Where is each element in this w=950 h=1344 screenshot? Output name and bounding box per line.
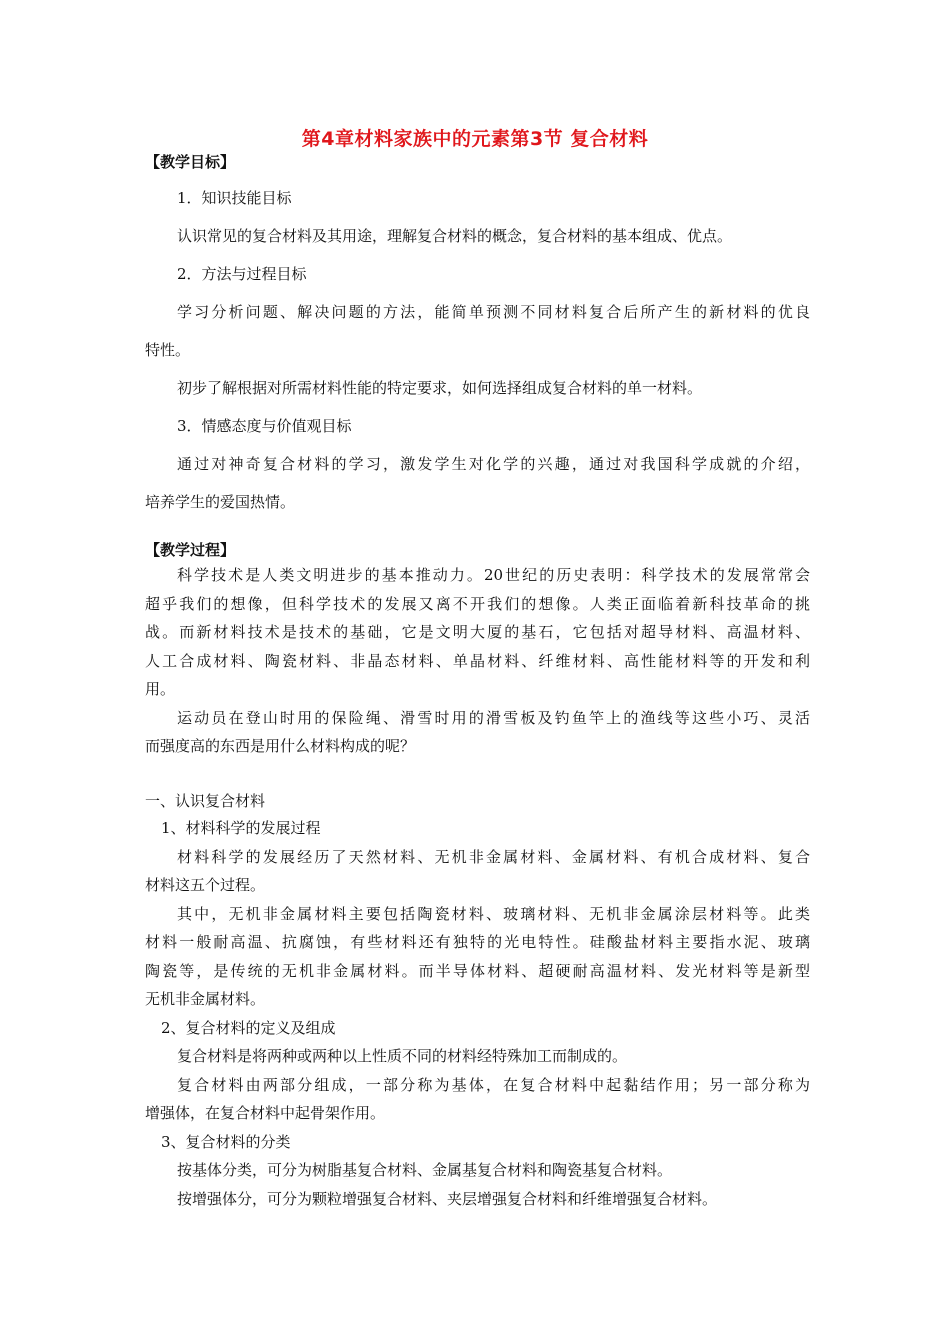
- text-line: 材料一般耐高温、抗腐蚀，有些材料还有独特的光电特性。硅酸盐材料主要指水泥、玻璃: [145, 933, 810, 951]
- text-line: 材料这五个过程。: [145, 876, 266, 894]
- text-line: 用。: [145, 680, 176, 698]
- text-line: 陶瓷等，是传统的无机非金属材料。而半导体材料、超硬耐高温材料、发光材料等是新型: [145, 961, 810, 980]
- text-line: 通过对神奇复合材料的学习，激发学生对化学的兴趣，通过对我国科学成就的介绍，: [177, 455, 810, 473]
- text-line: 战。而新材料技术是技术的基础，它是文明大厦的基石，它包括对超导材料、高温材料、: [145, 623, 810, 641]
- text-line: 1．知识技能目标: [177, 189, 292, 207]
- text-line: 超乎我们的想像，但科学技术的发展又离不开我们的想像。人类正面临着新科技革命的挑: [145, 594, 810, 613]
- text-line: 材料科学的发展经历了天然材料、无机非金属材料、金属材料、有机合成材料、复合: [177, 847, 810, 866]
- text-line: 初步了解根据对所需材料性能的特定要求，如何选择组成复合材料的单一材料。: [177, 379, 703, 397]
- section-1: [145, 788, 810, 1213]
- text-line: 人工合成材料、陶瓷材料、非晶态材料、单晶材料、纤维材料、高性能材料等的开发和利: [145, 651, 810, 670]
- text-line: 2、复合材料的定义及组成: [161, 1018, 336, 1037]
- text-line: 2．方法与过程目标: [177, 265, 307, 283]
- text-line: 培养学生的爱国热情。: [145, 493, 296, 511]
- text-line: 增强体，在复合材料中起骨架作用。: [145, 1104, 386, 1122]
- text-line: 无机非金属材料。: [145, 990, 266, 1008]
- text-line: 而强度高的东西是用什么材料构成的呢？: [145, 737, 416, 755]
- text-line: 按基体分类，可分为树脂基复合材料、金属基复合材料和陶瓷基复合材料。: [177, 1161, 673, 1179]
- text-line: 1、材料科学的发展过程: [161, 819, 321, 837]
- text-line: 3．情感态度与价值观目标: [177, 417, 352, 435]
- process-lines: [145, 561, 810, 761]
- objectives-section: [145, 151, 810, 521]
- text-line: 3、复合材料的分类: [161, 1132, 291, 1151]
- section-1-heading: 一、认识复合材料: [145, 792, 266, 810]
- text-line: 认识常见的复合材料及其用途，理解复合材料的概念，复合材料的基本组成、优点。: [177, 227, 733, 245]
- text-line: 运动员在登山时用的保险绳、滑雪时用的滑雪板及钓鱼竿上的渔线等这些小巧、灵活: [177, 708, 810, 727]
- text-line: 复合材料由两部分组成，一部分称为基体，在复合材料中起黏结作用；另一部分称为: [177, 1075, 810, 1094]
- text-line: 其中，无机非金属材料主要包括陶瓷材料、玻璃材料、无机非金属涂层材料等。此类: [177, 904, 810, 923]
- process-heading: 【教学过程】: [145, 541, 236, 559]
- process-section: [145, 539, 810, 761]
- objectives-lines: [145, 179, 810, 521]
- text-line: 按增强体分，可分为颗粒增强复合材料、夹层增强复合材料和纤维增强复合材料。: [177, 1189, 718, 1208]
- text-line: 特性。: [145, 341, 191, 359]
- text-line: 科学技术是人类文明进步的基本推动力。20世纪的历史表明：科学技术的发展常常会: [177, 566, 810, 584]
- objectives-heading: 【教学目标】: [145, 153, 236, 171]
- text-line: 学习分析问题、解决问题的方法，能简单预测不同材料复合后所产生的新材料的优良: [177, 303, 810, 321]
- text-line: 复合材料是将两种或两种以上性质不同的材料经特殊加工而制成的。: [177, 1047, 628, 1065]
- document-title: 第4章材料家族中的元素第3节 复合材料: [301, 128, 649, 150]
- section-1-lines: [145, 814, 810, 1213]
